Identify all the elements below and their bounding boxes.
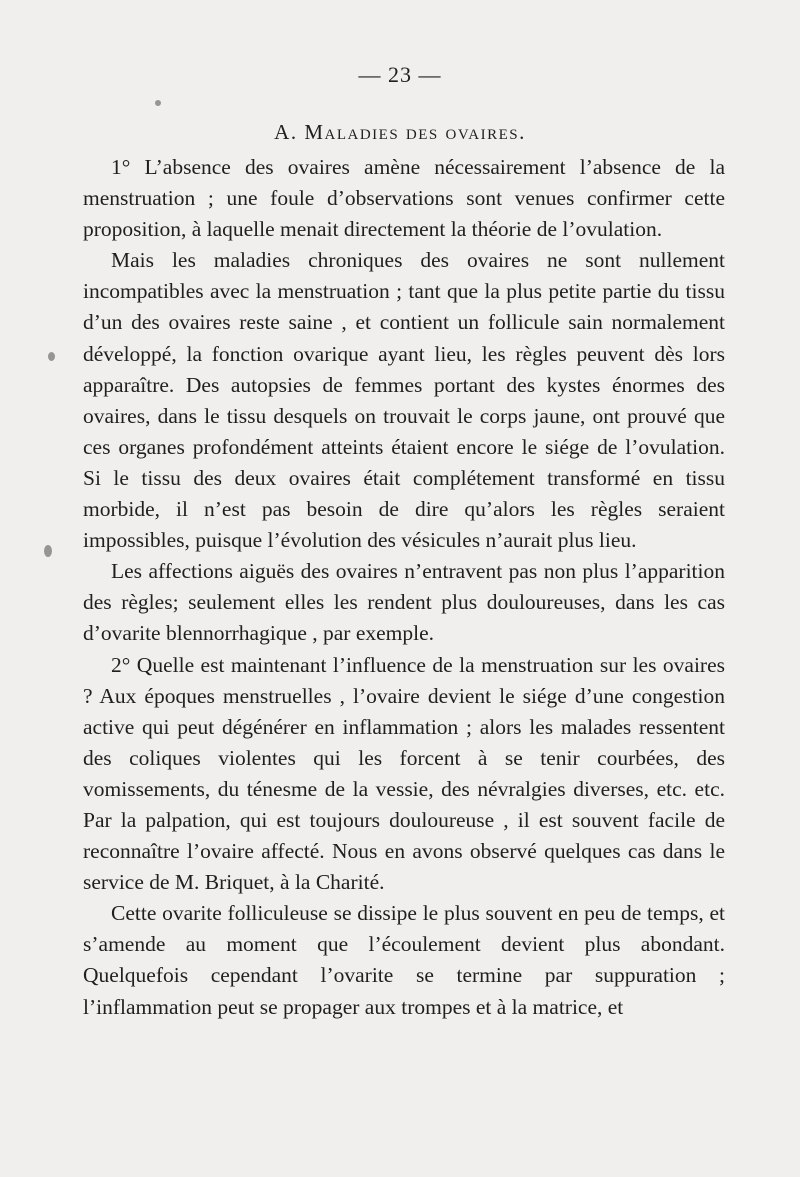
paragraph: Mais les maladies chroniques des ovaires ne sont nullement incompatibles avec la menstruation ; tant que la plus petite partie du tissu d’un des ovaires reste saine , et contient un follicule sain normalement développé, la fonction ovarique ayant lieu, les règles peuvent dès lors apparaître. Des autopsies de femmes portant des kystes énormes des ovaires, dans le tissu desquels on trouvait le corps jaune, ont prouvé que ces organes profondément atteints étaient encore le siége de l’ovulation. Si le tissu des deux ovaires était complétement transformé en tissu morbide, il n’est pas besoin de dire qu’alors les règles seraient impossibles, puisque l’évolution des vésicules n’aurait plus lieu.: [83, 248, 725, 553]
paragraph: 2° Quelle est maintenant l’influence de la menstruation sur les ovaires ? Aux époques menstruelles , l’ovaire devient le siége d’une congestion active qui peut dégénérer en inflammation ; alors les malades ressentent des coliques violentes qui les forcent à se tenir courbées, des vomissements, du ténesme de la vessie, des névralgies diverses, etc. etc. Par la palpation, qui est toujours douloureuse , il est souvent facile de reconnaître l’ovaire affecté. Nous en avons observé quelques cas dans le service de M. Briquet, à la Charité.: [83, 652, 725, 895]
body-text: [83, 152, 725, 1023]
ink-speck: [48, 352, 55, 361]
paragraph: 1° L’absence des ovaires amène nécessairement l’absence de la menstruation ; une foule d’observations sont venues confirmer cette proposition, à laquelle menait directement la théorie de l’ovulation.: [83, 155, 725, 242]
ink-speck: [44, 545, 52, 557]
section-title: A. Maladies des ovaires.: [274, 120, 526, 144]
ink-speck: [155, 100, 161, 106]
paragraph: Cette ovarite folliculeuse se dissipe le plus souvent en peu de temps, et s’amende au moment que l’écoulement devient plus abondant. Quelquefois cependant l’ovarite se termine par suppuration ; l’inflammation peut se propager aux trompes et à la matrice, et: [83, 901, 725, 1019]
paragraph: Les affections aiguës des ovaires n’entravent pas non plus l’apparition des règles; seulement elles les rendent plus douloureuses, dans les cas d’ovarite blennorrhagique , par exemple.: [83, 559, 725, 646]
page-number: — 23 —: [358, 62, 442, 87]
